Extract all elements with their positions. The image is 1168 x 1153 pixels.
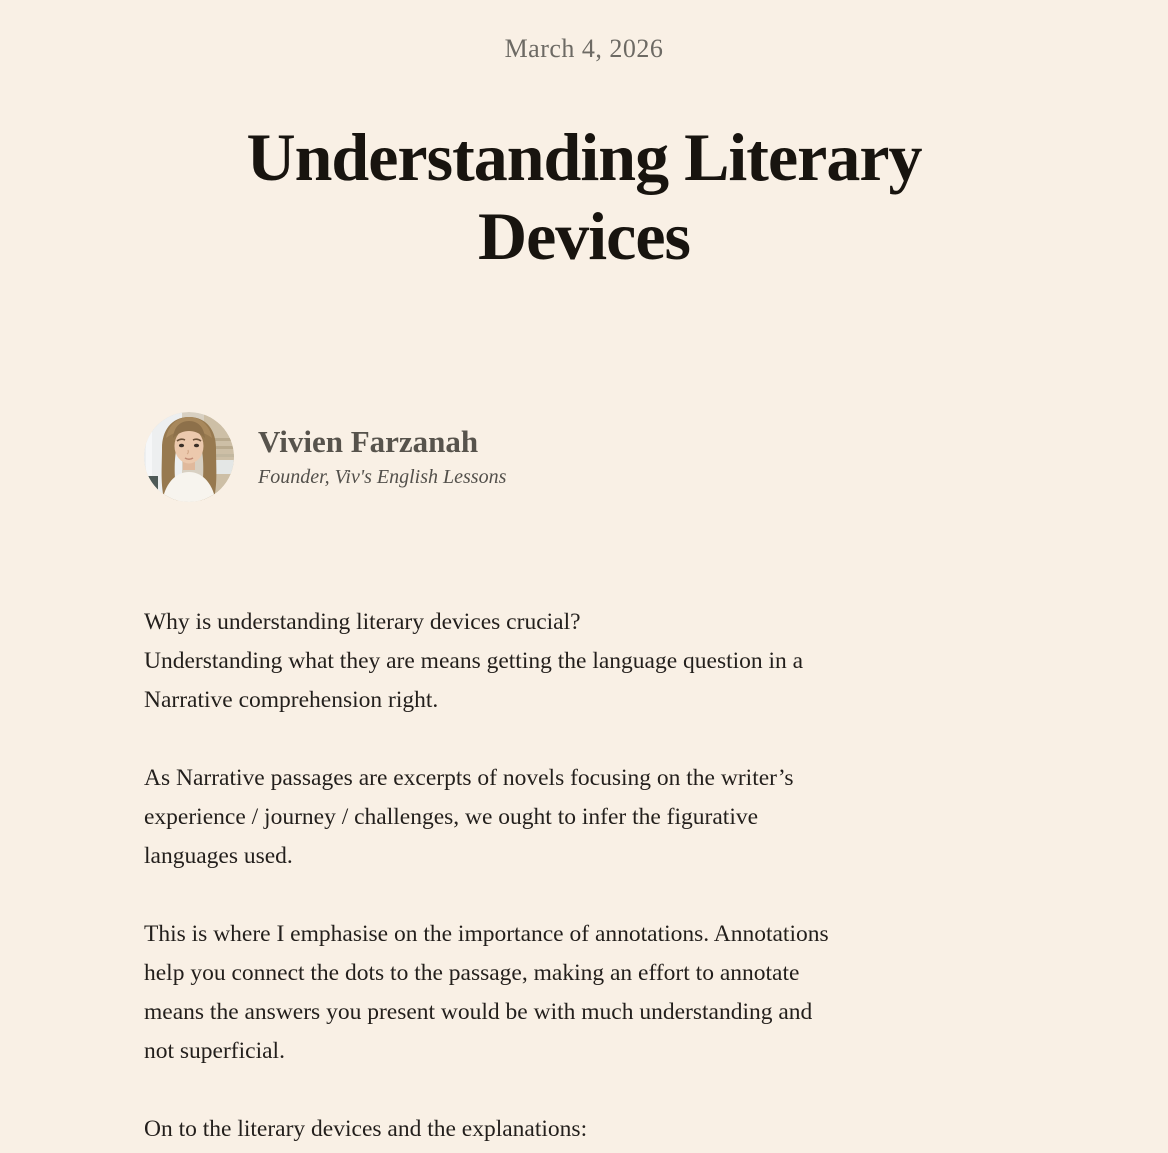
body-paragraph — [144, 759, 1024, 876]
body-paragraph — [144, 603, 1024, 720]
body-line: Narrative comprehension right. — [144, 686, 439, 713]
article-title: Understanding Literary Devices — [246, 119, 922, 274]
article-page — [144, 0, 1024, 1149]
author-avatar-image — [144, 412, 234, 502]
article-body — [144, 603, 1024, 1149]
body-line: experience / journey / challenges, we ought to infer the figurative — [144, 803, 759, 830]
author-role: Founder, Viv's English Lessons — [258, 466, 507, 489]
author-text — [258, 424, 506, 489]
body-line: This is where I emphasise on the importance of annotations. Annotations — [144, 920, 829, 947]
body-line: means the answers you present would be with much understanding and — [144, 998, 813, 1025]
author-name[interactable]: Vivien Farzanah — [258, 424, 479, 460]
author-block — [144, 412, 1024, 502]
body-line: As Narrative passages are excerpts of novels focusing on the writer’s — [144, 764, 794, 791]
body-paragraph — [144, 1110, 1024, 1149]
body-line: Understanding what they are means getting the language question in a — [144, 647, 804, 674]
publish-date: March 4, 2026 — [504, 34, 664, 63]
body-line: Why is understanding literary devices crucial? — [144, 608, 581, 635]
body-line: On to the literary devices and the explanations: — [144, 1115, 588, 1142]
author-avatar[interactable] — [144, 412, 234, 502]
body-paragraph — [144, 915, 1024, 1071]
body-line: languages used. — [144, 842, 293, 869]
body-line: not superficial. — [144, 1037, 285, 1064]
body-line: help you connect the dots to the passage, making an effort to annotate — [144, 959, 800, 986]
